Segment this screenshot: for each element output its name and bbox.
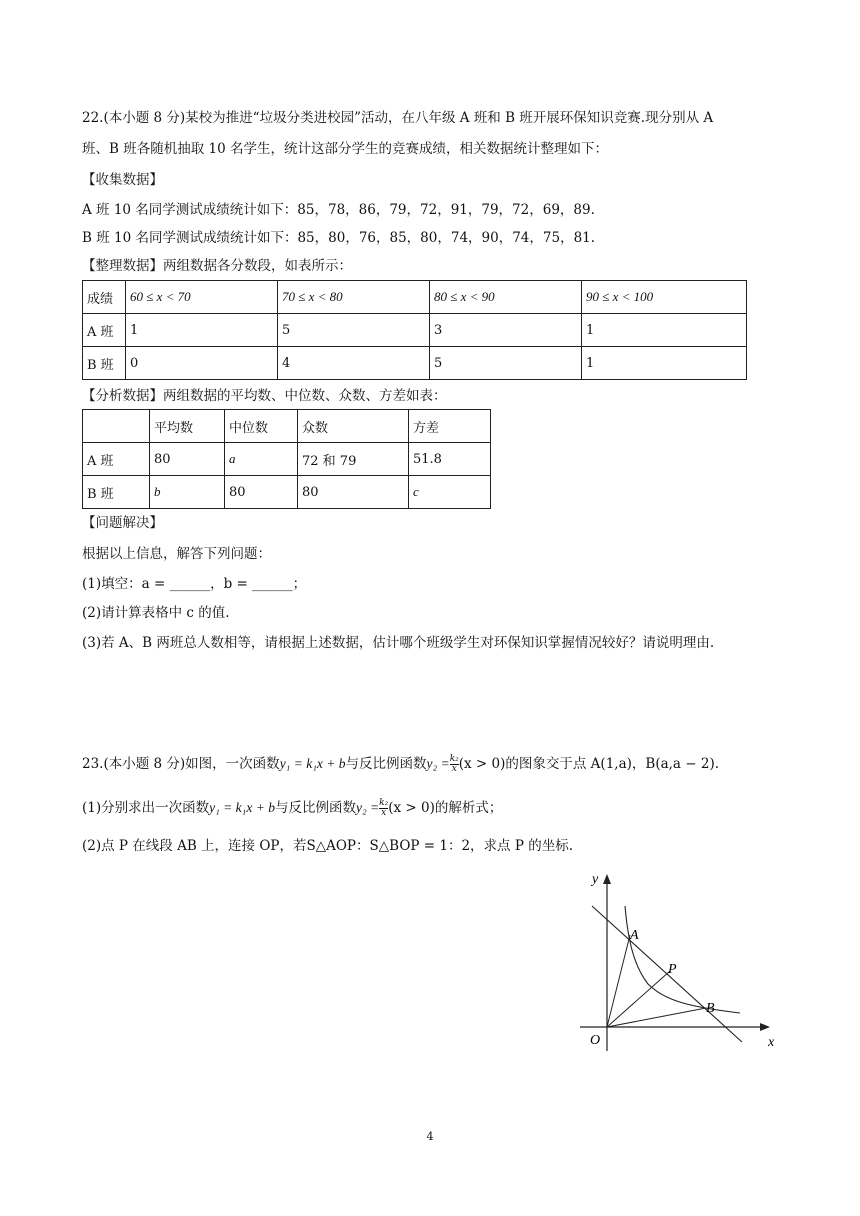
function-graph-figure [570, 866, 790, 1056]
table-cell: 众数 [298, 410, 409, 443]
page-number: 4 [426, 1130, 434, 1143]
q23-text: (1)分别求出一次函数 [82, 800, 210, 816]
table-cell [83, 410, 150, 443]
table-cell: b [150, 476, 225, 509]
fraction [379, 799, 388, 818]
table-cell: 51.8 [409, 443, 491, 476]
q22-part-1: (1)填空：a = ______，b = ______； [82, 576, 307, 592]
score-range-table [82, 280, 747, 380]
segment-op [607, 971, 670, 1027]
table-cell: 1 [582, 347, 747, 380]
y-axis-arrow [603, 874, 611, 884]
q23-text: (x > 0)的解析式； [388, 800, 503, 816]
hyperbola-curve [625, 906, 740, 1013]
collect-data-title: 【收集数据】 [82, 172, 163, 188]
organize-data-title: 【整理数据】两组数据各分数段，如表所示： [82, 258, 352, 274]
origin-label: O [590, 1033, 601, 1048]
table-cell: A 班 [83, 314, 126, 347]
table-cell: 1 [126, 314, 278, 347]
x-axis-label: x [768, 1035, 775, 1050]
y-axis-label: y [592, 872, 599, 887]
table-cell: c [409, 476, 491, 509]
statistics-table [82, 409, 491, 509]
table-cell: A 班 [83, 443, 150, 476]
table-cell: 80 [225, 476, 298, 509]
b-class-data: B 班 10 名同学测试成绩统计如下：85，80，76，85，80，74，90，74，75，81. [82, 230, 596, 246]
inverse-function: y₂ = [426, 756, 450, 771]
q22-line-2: 班、B 班各随机抽取 10 名学生，统计这部分学生的竞赛成绩，相关数据统计整理如下： [82, 141, 608, 157]
table-cell: 80 [298, 476, 409, 509]
a-class-data: A 班 10 名同学测试成绩统计如下：85，78，86，79，72，91，79，72，69，89. [82, 202, 595, 218]
table-cell: 90 ≤ x < 100 [582, 281, 747, 314]
fraction [450, 755, 459, 774]
solve-title: 【问题解决】 [82, 515, 163, 531]
x-axis-arrow [760, 1023, 770, 1031]
point-b-label: B [706, 1001, 715, 1016]
table-cell: 70 ≤ x < 80 [278, 281, 430, 314]
fraction-denominator: x [381, 808, 387, 818]
point-p-label: P [668, 962, 677, 977]
table-row [83, 281, 747, 314]
table-cell: 3 [430, 314, 582, 347]
fraction-numerator: k₂ [379, 798, 389, 808]
q23-text: (x > 0)的图象交于点 A(1,a)，B(a,a − 2). [458, 756, 720, 772]
q23-text: 与反比例函数 [274, 800, 356, 816]
q22-part-3: (3)若 A、B 两班总人数相等，请根据上述数据，估计哪个班级学生对环保知识掌握情况较好？请说明理由. [82, 635, 715, 651]
table-cell: 平均数 [150, 410, 225, 443]
segment-oa [607, 935, 630, 1027]
inverse-function: y₂ = [355, 800, 380, 815]
table-cell: a [225, 443, 298, 476]
table-cell: 中位数 [225, 410, 298, 443]
table-row [83, 476, 491, 509]
q23-part-1 [82, 798, 502, 818]
linear-function: y₁ = k₁x + b [279, 756, 346, 771]
table-cell: 1 [582, 314, 747, 347]
table-row [83, 443, 491, 476]
table-row [83, 347, 747, 380]
table-cell: B 班 [83, 347, 126, 380]
segment-ob [607, 1008, 706, 1027]
table-cell: 72 和 79 [298, 443, 409, 476]
table-cell: 80 ≤ x < 90 [430, 281, 582, 314]
q23-text: 与反比例函数 [345, 756, 427, 772]
instructions: 根据以上信息，解答下列问题： [82, 546, 271, 562]
table-cell: 60 ≤ x < 70 [126, 281, 278, 314]
table-cell: 方差 [409, 410, 491, 443]
table-cell: 80 [150, 443, 225, 476]
q22-line-1: 22.(本小题 8 分)某校为推进“垃圾分类进校园”活动，在八年级 A 班和 B 班开展环保知识竞赛.现分别从 A [82, 110, 714, 126]
fraction-denominator: x [451, 764, 457, 774]
table-row [83, 314, 747, 347]
table-cell: 4 [278, 347, 430, 380]
fraction-numerator: k₂ [449, 754, 459, 764]
q23-line-1 [82, 754, 719, 774]
table-cell: 0 [126, 347, 278, 380]
table-cell: B 班 [83, 476, 150, 509]
linear-function: y₁ = k₁x + b [209, 800, 275, 815]
q22-part-2: (2)请计算表格中 c 的值. [82, 605, 230, 621]
table-cell: 5 [430, 347, 582, 380]
table-cell: 5 [278, 314, 430, 347]
analyze-data-title: 【分析数据】两组数据的平均数、中位数、众数、方差如表： [82, 388, 447, 404]
q23-part-2: (2)点 P 在线段 AB 上，连接 OP，若S△AOP：S△BOP = 1：2，求点 P 的坐标. [82, 838, 573, 854]
point-a-label: A [630, 928, 639, 943]
table-row [83, 410, 491, 443]
table-cell: 成绩 [83, 281, 126, 314]
q23-text: 23.(本小题 8 分)如图，一次函数 [82, 756, 280, 772]
